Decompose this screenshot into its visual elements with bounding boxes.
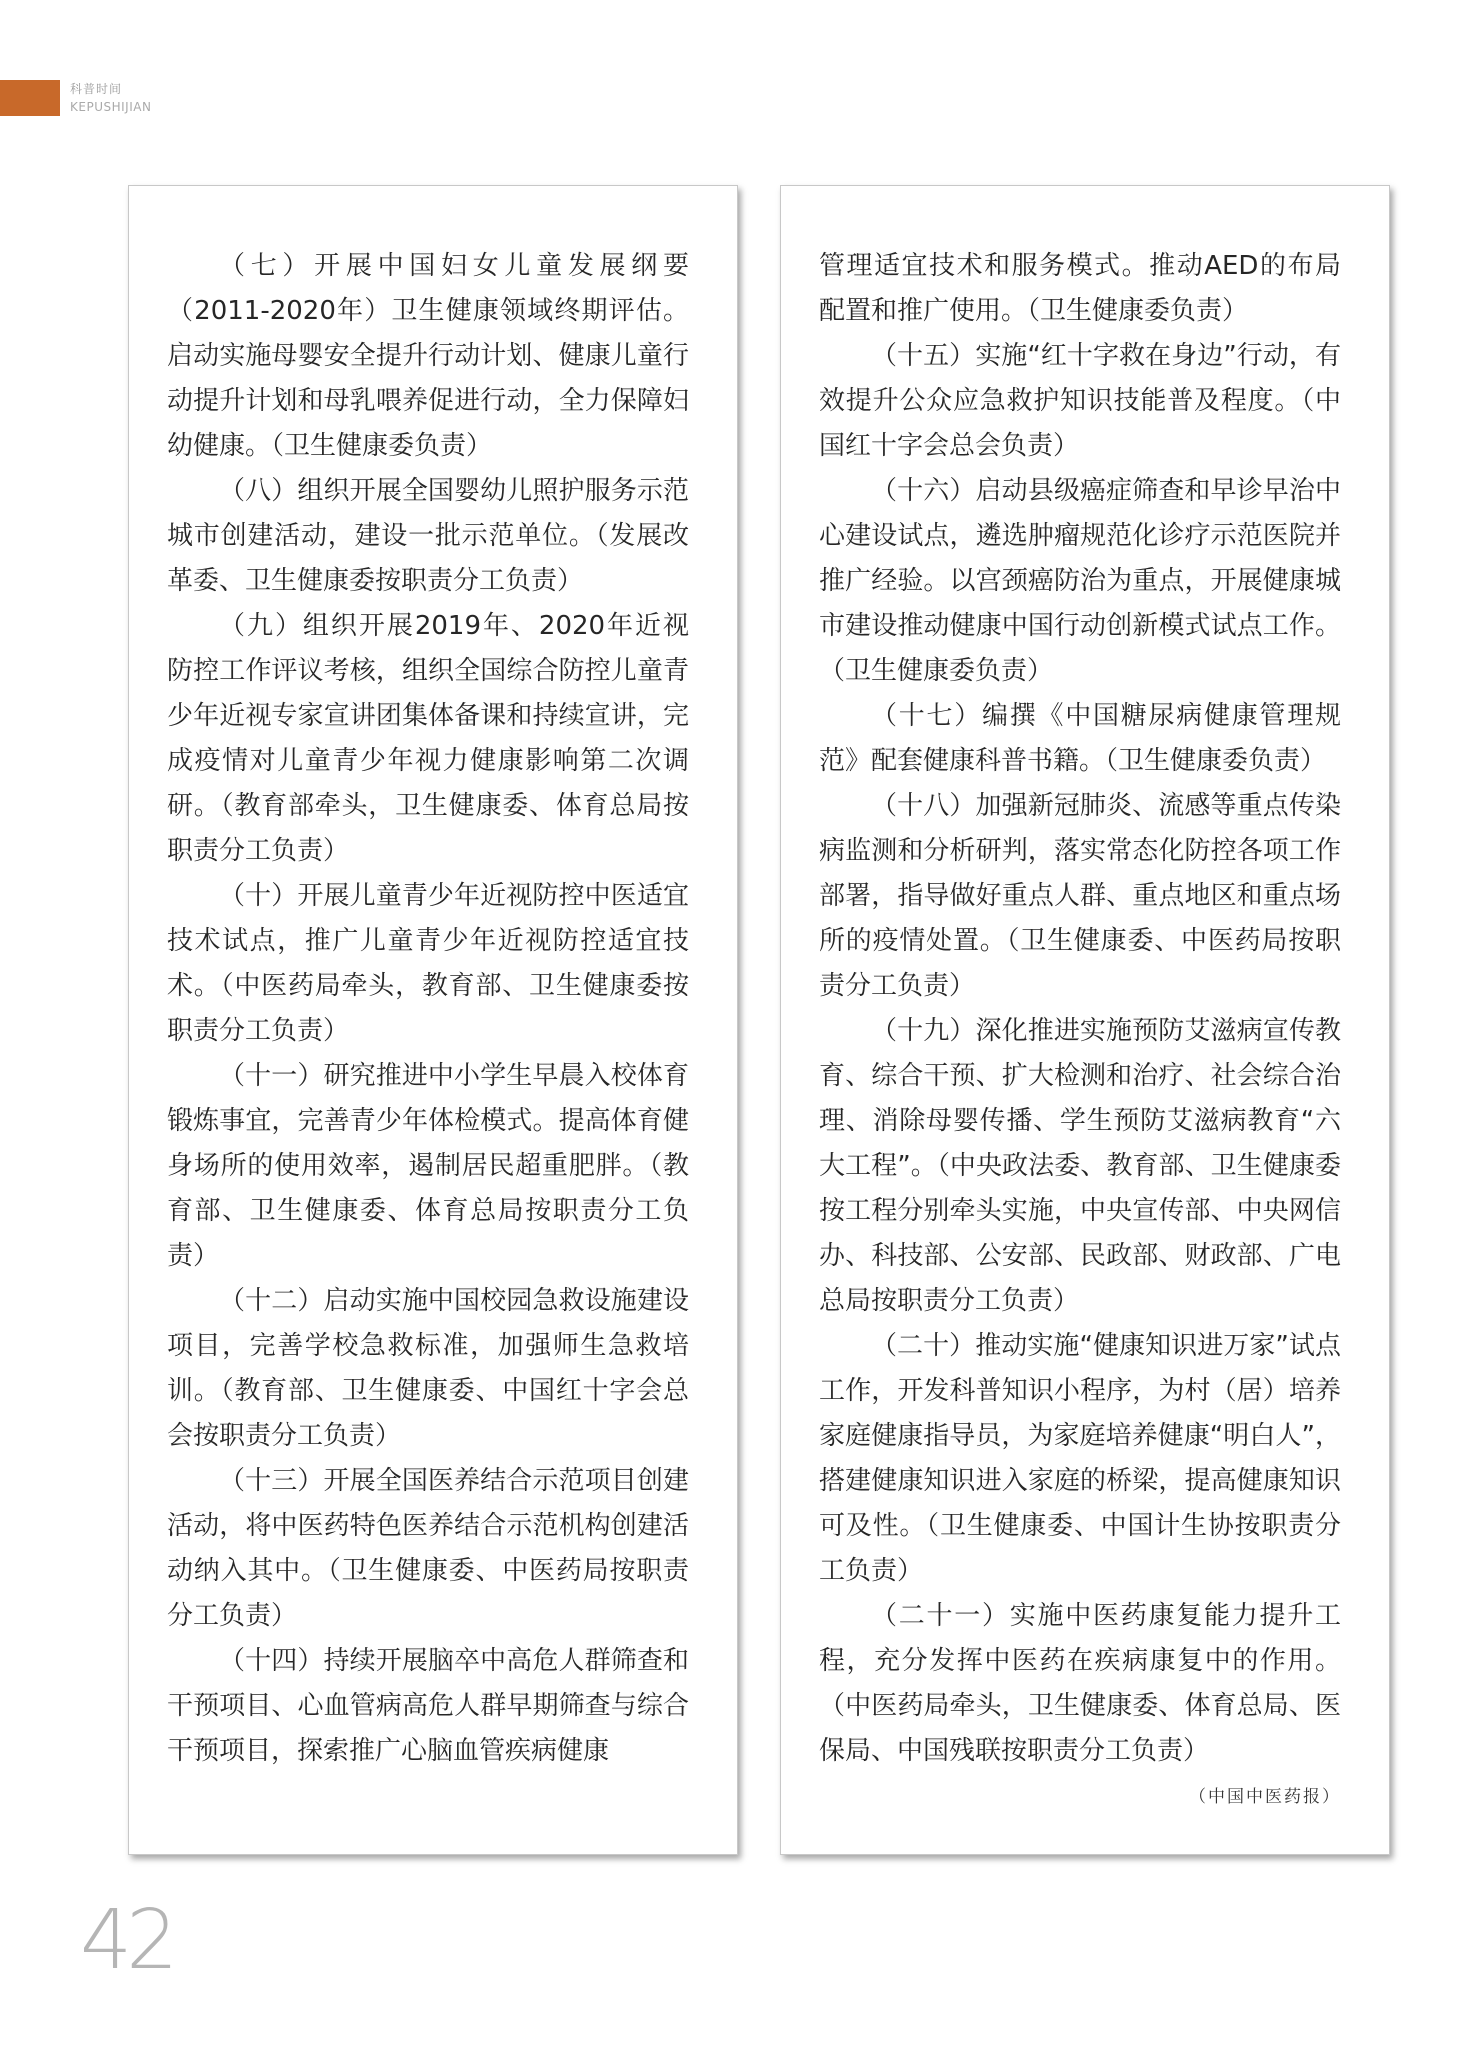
paragraph-19: （十九）深化推进实施预防艾滋病宣传教育、综合干预、扩大检测和治疗、社会综合治理、消除母婴传播、学生预防艾滋病教育“六大工程”。（中央政法委、教育部、卫生健康委按工程分别牵头实施，中央宣传部、中央网信办、科技部、公安部、民政部、财政部、广电总局按职责分工负责）	[819, 1016, 1341, 1316]
paragraph-9: （九）组织开展2019年、2020年近视防控工作评议考核，组织全国综合防控儿童青少年近视专家宣讲团集体备课和持续宣讲，完成疫情对儿童青少年视力健康影响第二次调研。（教育部牵头，卫生健康委、体育总局按职责分工负责）	[167, 611, 689, 866]
paragraph-10: （十）开展儿童青少年近视防控中医适宜技术试点，推广儿童青少年近视防控适宜技术。（中医药局牵头，教育部、卫生健康委按职责分工负责）	[167, 881, 689, 1046]
paragraph-8: （八）组织开展全国婴幼儿照护服务示范城市创建活动，建设一批示范单位。（发展改革委、卫生健康委按职责分工负责）	[167, 476, 689, 596]
right-text-column	[780, 185, 1390, 1855]
header-accent-bar	[0, 80, 60, 116]
paragraph-14-continuation: 管理适宜技术和服务模式。推动AED的布局配置和推广使用。（卫生健康委负责）	[819, 251, 1341, 326]
page-number: 42	[80, 1893, 173, 1988]
header-section-title: 科普时间	[70, 82, 123, 96]
paragraph-18: （十八）加强新冠肺炎、流感等重点传染病监测和分析研判，落实常态化防控各项工作部署，指导做好重点人群、重点地区和重点场所的疫情处置。（卫生健康委、中医药局按职责分工负责）	[819, 791, 1341, 1001]
paragraph-14: （十四）持续开展脑卒中高危人群筛查和干预项目、心血管病高危人群早期筛查与综合干预项目，探索推广心脑血管疾病健康	[167, 1646, 689, 1766]
paragraph-12: （十二）启动实施中国校园急救设施建设项目，完善学校急救标准，加强师生急救培训。（教育部、卫生健康委、中国红十字会总会按职责分工负责）	[167, 1286, 689, 1451]
left-text-column	[128, 185, 738, 1855]
paragraph-7: （七）开展中国妇女儿童发展纲要（2011-2020年）卫生健康领域终期评估。启动实施母婴安全提升行动计划、健康儿童行动提升计划和母乳喂养促进行动，全力保障妇幼健康。（卫生健康委负责）	[167, 251, 689, 461]
paragraph-13: （十三）开展全国医养结合示范项目创建活动，将中医药特色医养结合示范机构创建活动纳入其中。（卫生健康委、中医药局按职责分工负责）	[167, 1466, 689, 1631]
paragraph-11: （十一）研究推进中小学生早晨入校体育锻炼事宜，完善青少年体检模式。提高体育健身场所的使用效率，遏制居民超重肥胖。（教育部、卫生健康委、体育总局按职责分工负责）	[167, 1061, 689, 1271]
paragraph-17: （十七）编撰《中国糖尿病健康管理规范》配套健康科普书籍。（卫生健康委负责）	[819, 701, 1341, 776]
paragraph-21: （二十一）实施中医药康复能力提升工程，充分发挥中医药在疾病康复中的作用。（中医药局牵头，卫生健康委、体育总局、医保局、中国残联按职责分工负责）	[819, 1601, 1341, 1766]
header-section-subtitle: KEPUSHIJIAN	[70, 100, 152, 114]
paragraph-16: （十六）启动县级癌症筛查和早诊早治中心建设试点，遴选肿瘤规范化诊疗示范医院并推广经验。以宫颈癌防治为重点，开展健康城市建设推动健康中国行动创新模式试点工作。（卫生健康委负责）	[819, 476, 1341, 686]
paragraph-15: （十五）实施“红十字救在身边”行动，有效提升公众应急救护知识技能普及程度。（中国红十字会总会负责）	[819, 341, 1341, 461]
paragraph-20: （二十）推动实施“健康知识进万家”试点工作，开发科普知识小程序，为村（居）培养家庭健康指导员，为家庭培养健康“明白人”，搭建健康知识进入家庭的桥梁，提高健康知识可及性。（卫生健康委、中国计生协按职责分工负责）	[819, 1331, 1341, 1586]
source-credit: （中国中医药报）	[1189, 1787, 1341, 1807]
